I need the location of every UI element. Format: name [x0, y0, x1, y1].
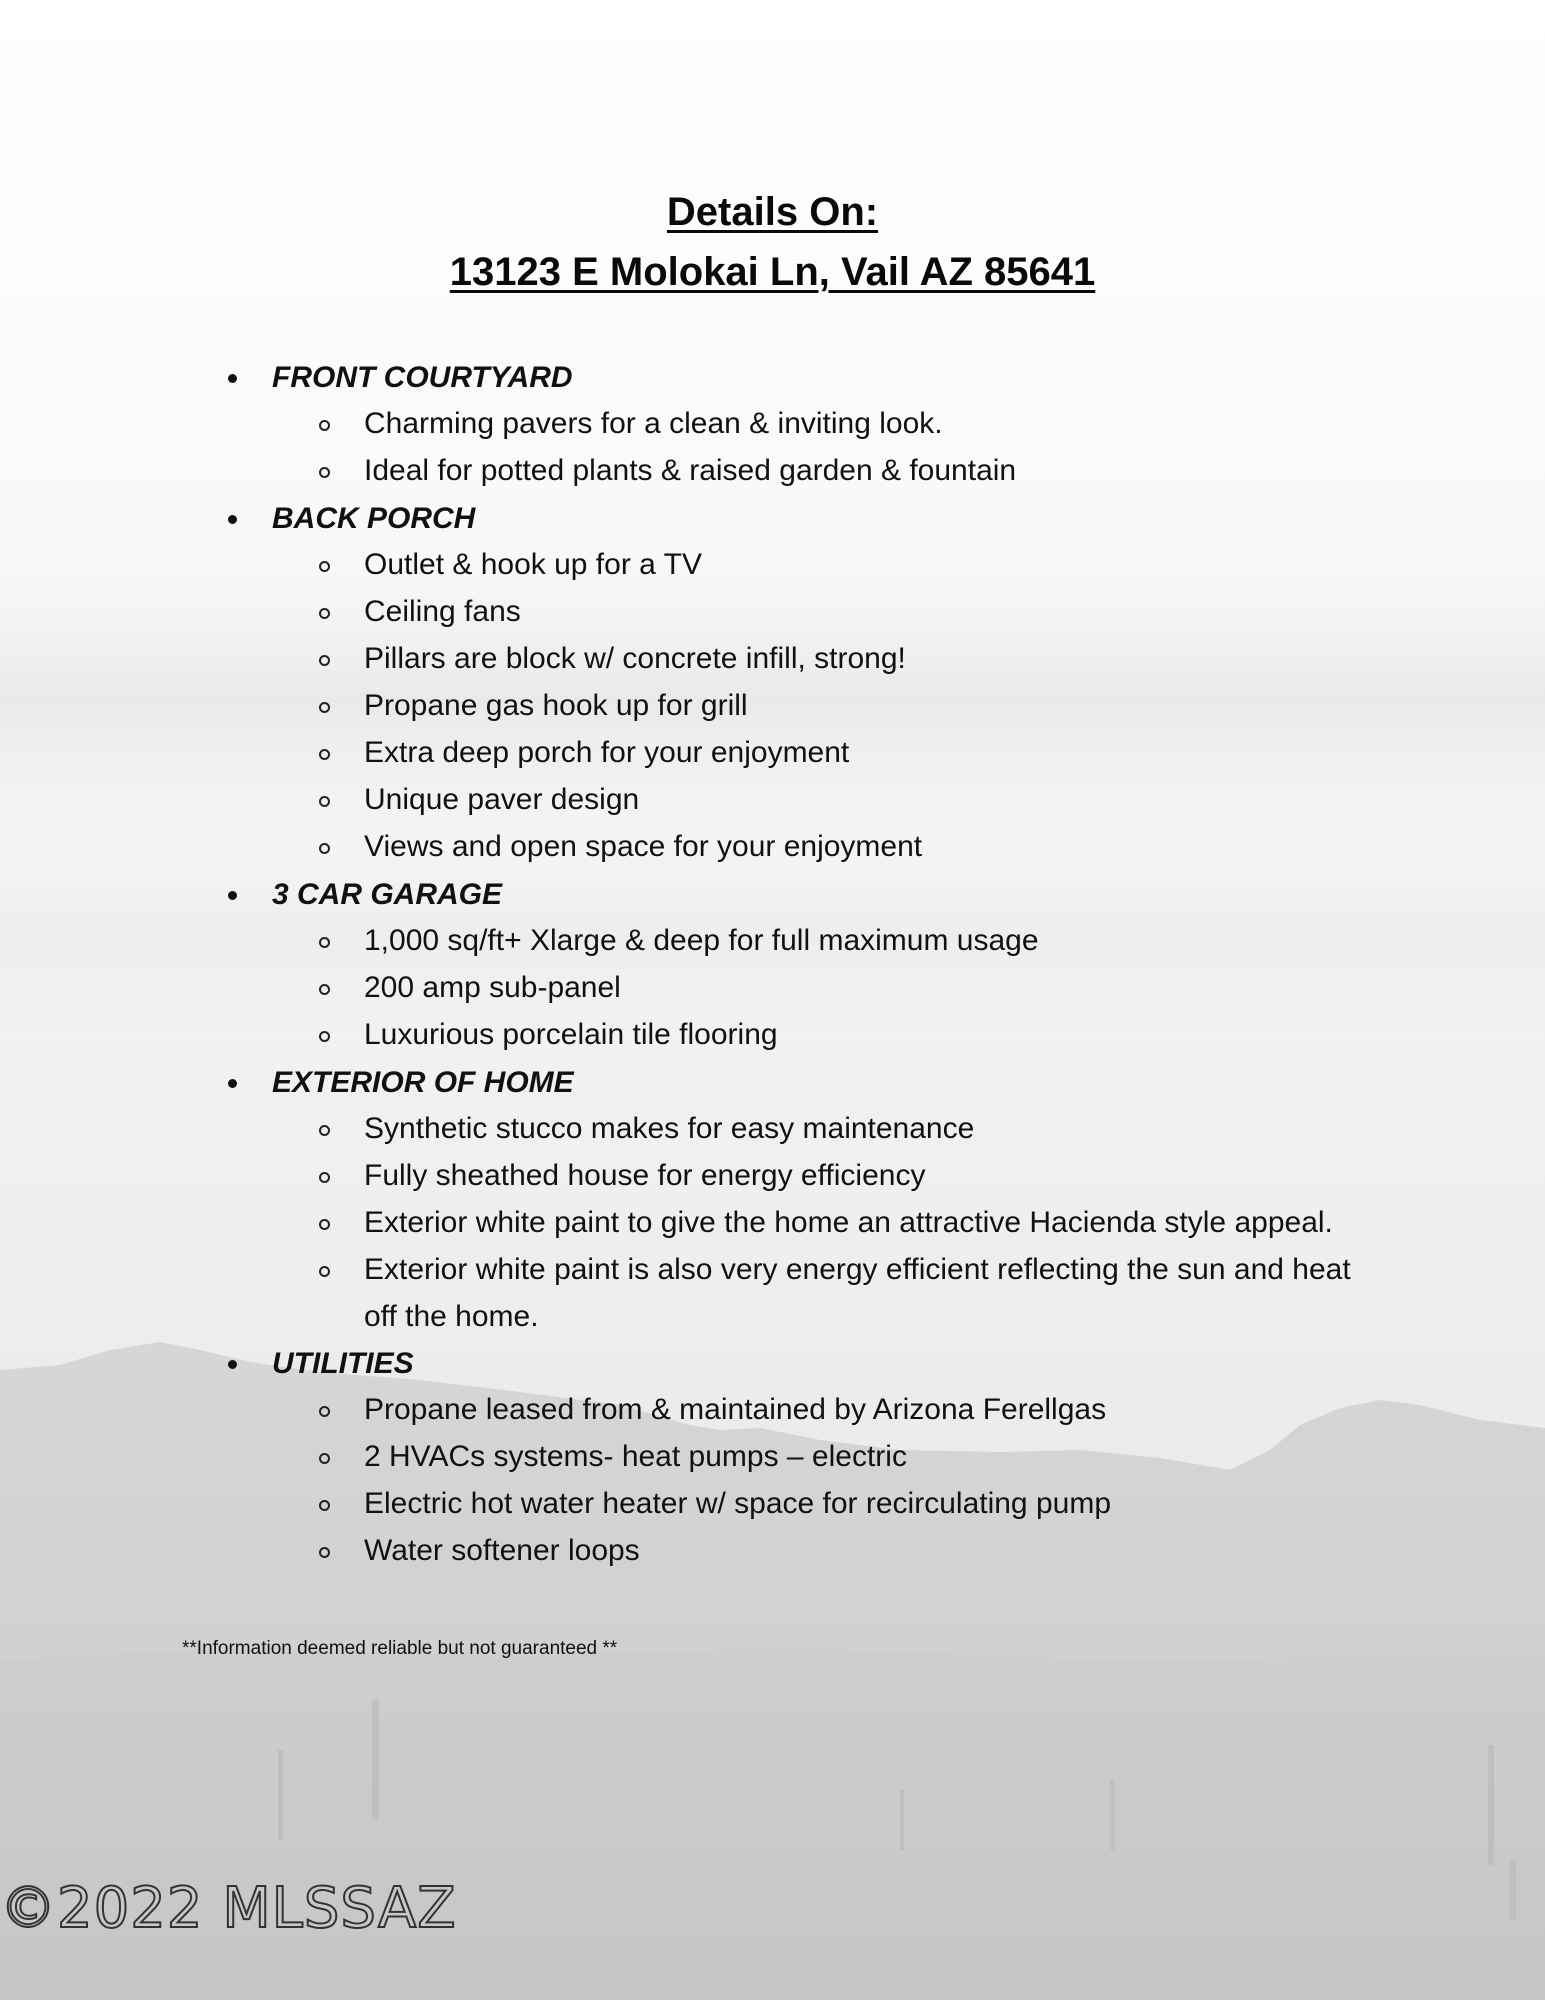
list-item-text: Water softener loops	[364, 1534, 640, 1568]
list-item	[228, 1153, 1348, 1200]
section-heading	[228, 871, 1348, 918]
list-item-text: Extra deep porch for your enjoyment	[364, 736, 850, 769]
feature-section	[228, 1059, 1351, 1340]
list-item	[228, 636, 1348, 683]
hollow-circle-bullet-icon	[319, 843, 330, 854]
mls-watermark: ©2022 MLSSAZ	[0, 1876, 457, 1941]
list-item-text: Outlet & hook up for a TV	[364, 548, 702, 581]
hollow-circle-bullet-icon	[319, 608, 330, 619]
section-items	[228, 1106, 1351, 1340]
document-title: Details On:	[666, 190, 879, 234]
list-item	[228, 777, 1348, 824]
list-item	[228, 1200, 1348, 1247]
list-item-text: 2 HVACs systems- heat pumps – electric	[364, 1440, 907, 1474]
bullet-icon	[228, 891, 237, 900]
list-item	[228, 401, 1348, 448]
list-item-text: Ceiling fans	[364, 595, 521, 628]
list-item-text: Pillars are block w/ concrete infill, strong!	[364, 642, 906, 675]
section-title: UTILITIES	[272, 1347, 414, 1381]
list-item	[228, 1481, 1348, 1528]
section-items	[228, 542, 1348, 871]
feature-section	[228, 354, 1348, 495]
feature-list	[228, 354, 1351, 1575]
list-item-text: Exterior white paint is also very energy efficient reflecting the sun and heat off the home.	[364, 1253, 1351, 1333]
hollow-circle-bullet-icon	[319, 796, 330, 807]
list-item-text: Electric hot water heater w/ space for recirculating pump	[364, 1487, 1111, 1521]
disclaimer-text: **Information deemed reliable but not guaranteed **	[182, 1638, 618, 1659]
section-items	[228, 918, 1348, 1059]
list-item	[228, 1247, 1351, 1340]
section-title: FRONT COURTYARD	[272, 361, 573, 394]
hollow-circle-bullet-icon	[319, 1172, 330, 1183]
bullet-icon	[228, 1360, 237, 1369]
list-item	[228, 1387, 1348, 1434]
list-item	[228, 683, 1348, 730]
list-item	[228, 1012, 1348, 1059]
hollow-circle-bullet-icon	[319, 702, 330, 713]
hollow-circle-bullet-icon	[319, 749, 330, 760]
bullet-icon	[228, 374, 237, 383]
hollow-circle-bullet-icon	[319, 1547, 330, 1558]
section-title: BACK PORCH	[272, 502, 476, 535]
bullet-icon	[228, 515, 237, 524]
feature-section	[228, 495, 1348, 871]
feature-section	[228, 871, 1348, 1059]
hollow-circle-bullet-icon	[319, 467, 330, 478]
hollow-circle-bullet-icon	[319, 1500, 330, 1511]
hollow-circle-bullet-icon	[319, 1125, 330, 1136]
list-item	[228, 542, 1348, 589]
hollow-circle-bullet-icon	[319, 937, 330, 948]
property-address-title: 13123 E Molokai Ln, Vail AZ 85641	[449, 250, 1096, 294]
feature-section	[228, 1340, 1348, 1575]
hollow-circle-bullet-icon	[319, 1219, 330, 1230]
list-item-text: Propane gas hook up for grill	[364, 689, 748, 722]
hollow-circle-bullet-icon	[319, 1406, 330, 1417]
bullet-icon	[228, 1079, 237, 1088]
list-item-text: 1,000 sq/ft+ Xlarge & deep for full maximum usage	[364, 924, 1039, 957]
list-item-text: Synthetic stucco makes for easy maintenance	[364, 1112, 975, 1145]
section-title: EXTERIOR OF HOME	[272, 1066, 574, 1099]
hollow-circle-bullet-icon	[319, 1453, 330, 1464]
hollow-circle-bullet-icon	[319, 1031, 330, 1042]
list-item	[228, 918, 1348, 965]
list-item	[228, 730, 1348, 777]
list-item	[228, 1434, 1348, 1481]
section-heading	[228, 495, 1348, 542]
list-item	[228, 965, 1348, 1012]
list-item	[228, 1106, 1348, 1153]
hollow-circle-bullet-icon	[319, 655, 330, 666]
list-item-text: Luxurious porcelain tile flooring	[364, 1018, 778, 1051]
list-item-text: Propane leased from & maintained by Arizona Ferellgas	[364, 1393, 1107, 1427]
section-heading	[228, 1340, 1348, 1387]
list-item-text: Ideal for potted plants & raised garden & fountain	[364, 454, 1017, 487]
list-item-text: Fully sheathed house for energy efficiency	[364, 1159, 926, 1192]
section-heading	[228, 1059, 1348, 1106]
hollow-circle-bullet-icon	[319, 1266, 330, 1277]
list-item	[228, 448, 1348, 495]
list-item	[228, 589, 1348, 636]
list-item-text: 200 amp sub-panel	[364, 971, 621, 1004]
section-title: 3 CAR GARAGE	[272, 878, 503, 911]
section-items	[228, 1387, 1348, 1575]
hollow-circle-bullet-icon	[319, 561, 330, 572]
section-items	[228, 401, 1348, 495]
list-item	[228, 824, 1348, 871]
list-item-text: Views and open space for your enjoyment	[364, 830, 923, 863]
list-item	[228, 1528, 1348, 1575]
hollow-circle-bullet-icon	[319, 984, 330, 995]
list-item-text: Exterior white paint to give the home an attractive Hacienda style appeal.	[364, 1206, 1333, 1239]
list-item-text: Charming pavers for a clean & inviting look.	[364, 407, 943, 440]
section-heading	[228, 354, 1348, 401]
list-item-text: Unique paver design	[364, 783, 640, 816]
hollow-circle-bullet-icon	[319, 420, 330, 431]
